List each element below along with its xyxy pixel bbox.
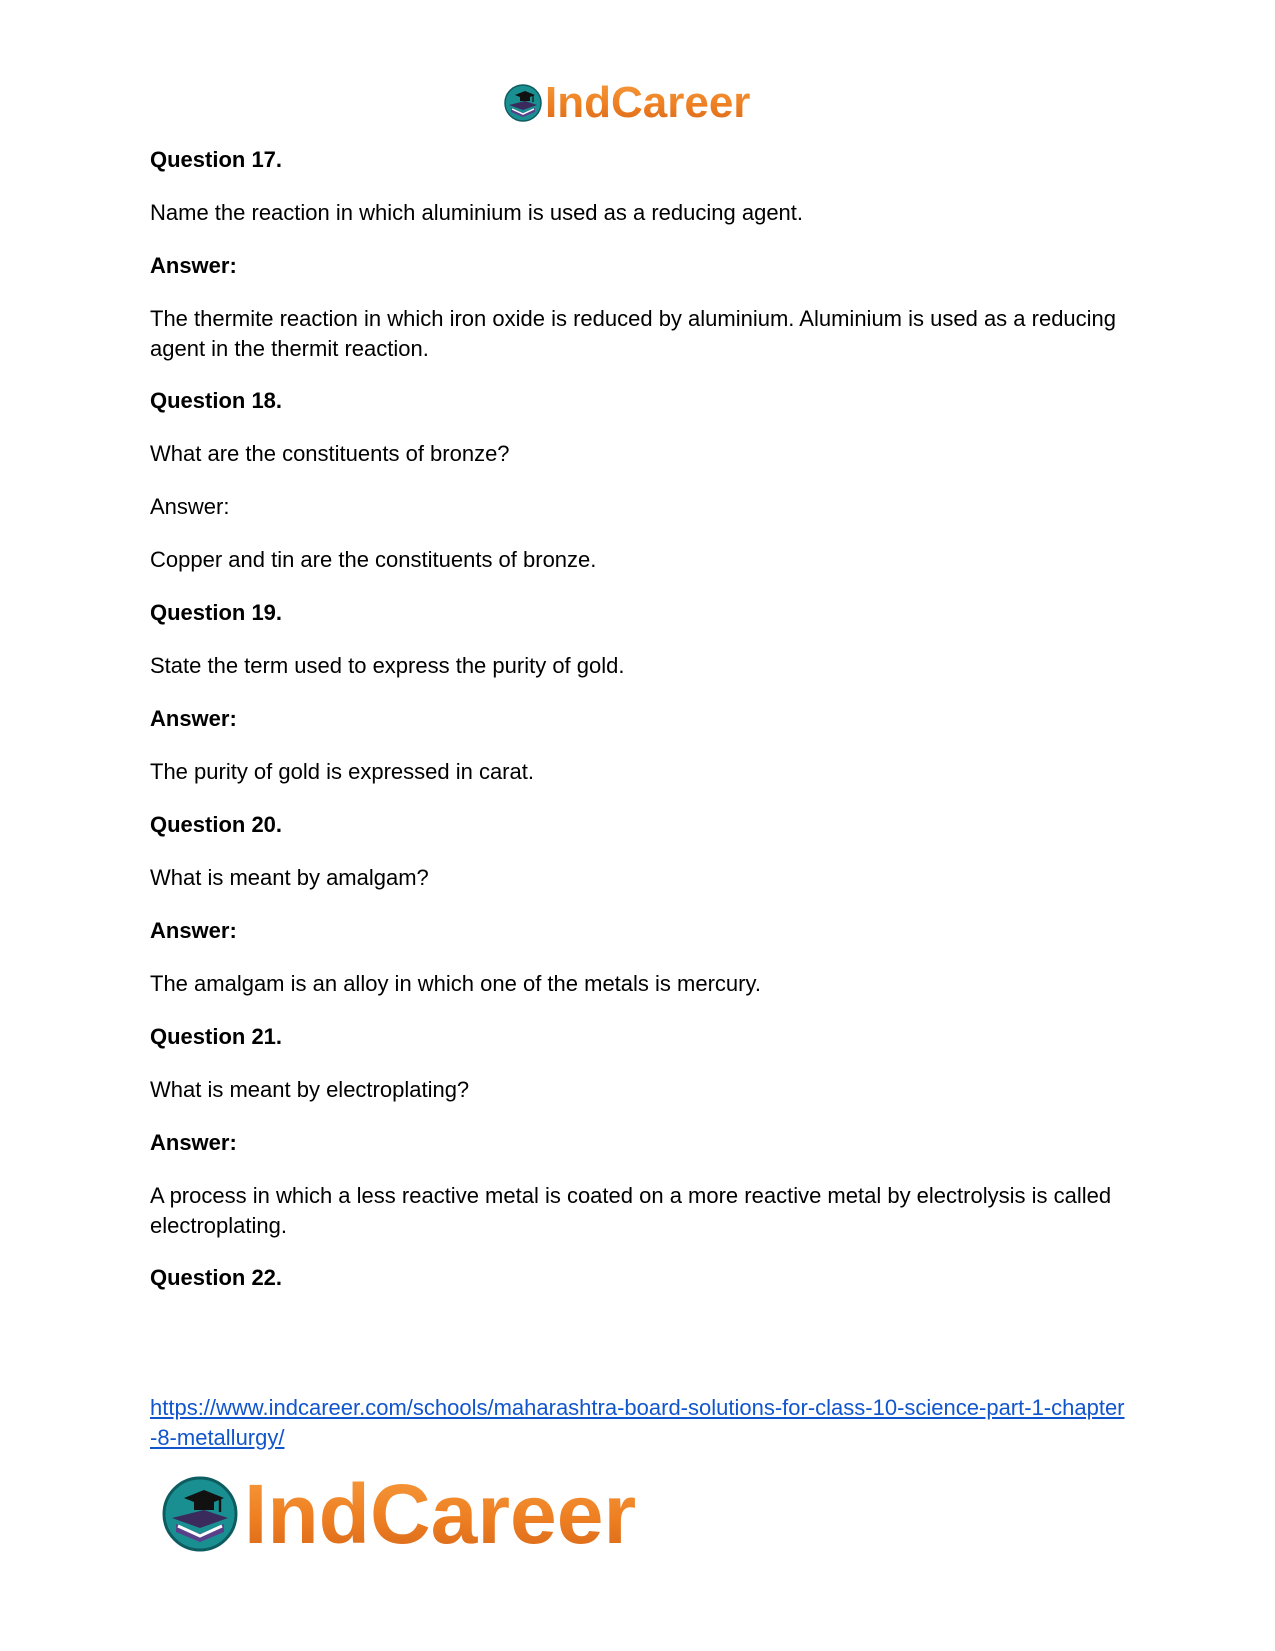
paragraph: A process in which a less reactive metal is coated on a more reactive metal by electrolysis is called electroplating. [150,1183,1112,1238]
question-heading: Question 18. [150,388,283,413]
paragraph: Copper and tin are the constituents of bronze. [150,547,597,572]
footer-logo [160,1468,636,1560]
paragraph: Name the reaction in which aluminium is used as a reducing agent. [150,200,804,225]
graduation-cap-book-icon [160,1474,240,1554]
paragraph: What is meant by electroplating? [150,1077,470,1102]
answer-label: Answer: [150,918,237,943]
paragraph: What are the constituents of bronze? [150,441,510,466]
paragraph: State the term used to express the purity of gold. [150,653,625,678]
paragraph: The thermite reaction in which iron oxide is reduced by aluminium. Aluminium is used as a reducing agent in the thermit reaction. [150,306,1117,361]
answer-label: Answer: [150,706,237,731]
header-logo-text: IndCareer [545,78,751,127]
question-heading: Question 22. [150,1265,283,1290]
paragraph: The amalgam is an alloy in which one of the metals is mercury. [150,971,761,996]
paragraph: The purity of gold is expressed in carat. [150,759,534,784]
answer-label: Answer: [150,253,237,278]
question-heading: Question 17. [150,147,283,172]
footer-logo-text: IndCareer [244,1467,637,1561]
graduation-cap-book-icon [503,83,543,123]
answer-label: Answer: [150,1130,237,1155]
answer-label: Answer: [150,494,230,519]
header-logo [503,78,750,128]
paragraph: What is meant by amalgam? [150,865,429,890]
question-heading: Question 19. [150,600,283,625]
question-heading: Question 20. [150,812,283,837]
question-heading: Question 21. [150,1024,283,1049]
source-link[interactable]: https://www.indcareer.com/schools/maharashtra-board-solutions-for-class-10-science-part-1-chapter-8-metallurgy/ [150,1395,1125,1450]
